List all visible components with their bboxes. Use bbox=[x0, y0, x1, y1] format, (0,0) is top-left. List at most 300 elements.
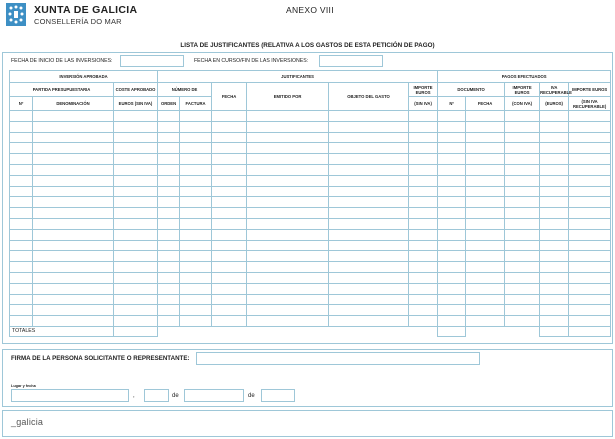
table-cell[interactable] bbox=[466, 283, 505, 294]
table-cell[interactable] bbox=[33, 251, 114, 262]
table-cell[interactable] bbox=[158, 197, 180, 208]
table-cell[interactable] bbox=[114, 251, 158, 262]
table-cell[interactable] bbox=[10, 121, 33, 132]
table-cell[interactable] bbox=[180, 164, 212, 175]
table-cell[interactable] bbox=[569, 218, 611, 229]
table-cell[interactable] bbox=[409, 208, 438, 219]
table-cell[interactable] bbox=[409, 316, 438, 327]
table-cell[interactable] bbox=[212, 316, 247, 327]
table-cell[interactable] bbox=[10, 272, 33, 283]
table-cell[interactable] bbox=[10, 164, 33, 175]
table-cell[interactable] bbox=[10, 197, 33, 208]
table-cell[interactable] bbox=[158, 154, 180, 165]
table-cell[interactable] bbox=[180, 197, 212, 208]
table-cell[interactable] bbox=[540, 229, 569, 240]
table-cell[interactable] bbox=[33, 283, 114, 294]
table-cell[interactable] bbox=[569, 262, 611, 273]
table-cell[interactable] bbox=[114, 208, 158, 219]
table-cell[interactable] bbox=[466, 154, 505, 165]
table-cell[interactable] bbox=[180, 154, 212, 165]
table-cell[interactable] bbox=[247, 240, 329, 251]
table-cell[interactable] bbox=[10, 132, 33, 143]
table-cell[interactable] bbox=[158, 305, 180, 316]
table-cell[interactable] bbox=[540, 121, 569, 132]
table-cell[interactable] bbox=[10, 229, 33, 240]
table-cell[interactable] bbox=[466, 262, 505, 273]
table-cell[interactable] bbox=[158, 164, 180, 175]
table-cell[interactable] bbox=[569, 111, 611, 122]
table-cell[interactable] bbox=[438, 208, 466, 219]
table-cell[interactable] bbox=[212, 283, 247, 294]
table-cell[interactable] bbox=[438, 121, 466, 132]
table-cell[interactable] bbox=[114, 283, 158, 294]
table-cell[interactable] bbox=[409, 186, 438, 197]
table-cell[interactable] bbox=[505, 294, 540, 305]
table-cell[interactable] bbox=[438, 154, 466, 165]
start-date-field[interactable] bbox=[120, 55, 184, 67]
table-cell[interactable] bbox=[247, 283, 329, 294]
table-cell[interactable] bbox=[158, 121, 180, 132]
table-cell[interactable] bbox=[505, 229, 540, 240]
table-cell[interactable] bbox=[505, 164, 540, 175]
table-cell[interactable] bbox=[158, 111, 180, 122]
table-cell[interactable] bbox=[329, 229, 409, 240]
table-cell[interactable] bbox=[33, 305, 114, 316]
table-cell[interactable] bbox=[438, 262, 466, 273]
table-cell[interactable] bbox=[247, 294, 329, 305]
table-cell[interactable] bbox=[158, 262, 180, 273]
table-cell[interactable] bbox=[540, 143, 569, 154]
table-cell[interactable] bbox=[329, 262, 409, 273]
table-cell[interactable] bbox=[180, 283, 212, 294]
table-cell[interactable] bbox=[505, 283, 540, 294]
table-cell[interactable] bbox=[180, 229, 212, 240]
table-cell[interactable] bbox=[212, 294, 247, 305]
table-cell[interactable] bbox=[114, 132, 158, 143]
table-cell[interactable] bbox=[247, 208, 329, 219]
table-cell[interactable] bbox=[180, 272, 212, 283]
table-cell[interactable] bbox=[158, 272, 180, 283]
table-cell[interactable] bbox=[158, 316, 180, 327]
table-cell[interactable] bbox=[247, 186, 329, 197]
table-cell[interactable] bbox=[466, 132, 505, 143]
table-cell[interactable] bbox=[247, 229, 329, 240]
totals-cell[interactable] bbox=[569, 326, 611, 336]
table-cell[interactable] bbox=[505, 154, 540, 165]
table-cell[interactable] bbox=[540, 262, 569, 273]
table-cell[interactable] bbox=[329, 111, 409, 122]
table-cell[interactable] bbox=[33, 316, 114, 327]
table-cell[interactable] bbox=[329, 208, 409, 219]
table-cell[interactable] bbox=[438, 175, 466, 186]
table-cell[interactable] bbox=[569, 154, 611, 165]
table-cell[interactable] bbox=[438, 164, 466, 175]
table-cell[interactable] bbox=[114, 316, 158, 327]
table-cell[interactable] bbox=[505, 240, 540, 251]
table-cell[interactable] bbox=[438, 229, 466, 240]
table-cell[interactable] bbox=[247, 154, 329, 165]
table-cell[interactable] bbox=[438, 218, 466, 229]
table-cell[interactable] bbox=[569, 164, 611, 175]
table-cell[interactable] bbox=[569, 121, 611, 132]
table-cell[interactable] bbox=[466, 305, 505, 316]
table-cell[interactable] bbox=[10, 283, 33, 294]
table-cell[interactable] bbox=[409, 164, 438, 175]
table-cell[interactable] bbox=[33, 111, 114, 122]
end-date-field[interactable] bbox=[319, 55, 383, 67]
table-cell[interactable] bbox=[569, 175, 611, 186]
table-cell[interactable] bbox=[180, 294, 212, 305]
table-cell[interactable] bbox=[505, 132, 540, 143]
table-cell[interactable] bbox=[466, 251, 505, 262]
table-cell[interactable] bbox=[466, 208, 505, 219]
table-cell[interactable] bbox=[569, 294, 611, 305]
table-cell[interactable] bbox=[33, 154, 114, 165]
table-cell[interactable] bbox=[180, 218, 212, 229]
justificantes-table bbox=[9, 70, 611, 337]
table-cell[interactable] bbox=[114, 186, 158, 197]
signature-field[interactable] bbox=[196, 352, 480, 365]
table-cell[interactable] bbox=[33, 294, 114, 305]
table-cell[interactable] bbox=[180, 111, 212, 122]
table-cell[interactable] bbox=[247, 143, 329, 154]
table-cell[interactable] bbox=[33, 175, 114, 186]
table-cell[interactable] bbox=[212, 111, 247, 122]
table-cell[interactable] bbox=[466, 143, 505, 154]
table-cell[interactable] bbox=[409, 154, 438, 165]
table-cell[interactable] bbox=[438, 240, 466, 251]
table-cell[interactable] bbox=[180, 132, 212, 143]
table-cell[interactable] bbox=[329, 240, 409, 251]
totals-cell[interactable] bbox=[114, 326, 158, 336]
table-cell[interactable] bbox=[247, 218, 329, 229]
table-cell[interactable] bbox=[33, 262, 114, 273]
table-cell[interactable] bbox=[569, 283, 611, 294]
table-cell[interactable] bbox=[438, 294, 466, 305]
table-cell[interactable] bbox=[180, 143, 212, 154]
table-cell[interactable] bbox=[540, 197, 569, 208]
table-cell[interactable] bbox=[505, 316, 540, 327]
table-cell[interactable] bbox=[329, 316, 409, 327]
table-cell[interactable] bbox=[212, 208, 247, 219]
table-cell[interactable] bbox=[33, 121, 114, 132]
table-cell[interactable] bbox=[33, 229, 114, 240]
table-cell[interactable] bbox=[10, 240, 33, 251]
table-cell[interactable] bbox=[10, 316, 33, 327]
table-cell[interactable] bbox=[329, 154, 409, 165]
table-cell[interactable] bbox=[329, 175, 409, 186]
totals-spacer bbox=[158, 326, 438, 336]
table-cell[interactable] bbox=[212, 251, 247, 262]
table-cell[interactable] bbox=[329, 272, 409, 283]
table-cell[interactable] bbox=[569, 316, 611, 327]
table-cell[interactable] bbox=[569, 305, 611, 316]
table-cell[interactable] bbox=[10, 111, 33, 122]
table-cell[interactable] bbox=[247, 111, 329, 122]
day-field[interactable] bbox=[144, 389, 169, 402]
table-cell[interactable] bbox=[466, 316, 505, 327]
table-cell[interactable] bbox=[505, 143, 540, 154]
table-cell[interactable] bbox=[466, 218, 505, 229]
table-cell[interactable] bbox=[158, 229, 180, 240]
table-cell[interactable] bbox=[158, 218, 180, 229]
table-cell[interactable] bbox=[329, 218, 409, 229]
table-cell[interactable] bbox=[438, 316, 466, 327]
table-cell[interactable] bbox=[212, 143, 247, 154]
table-cell[interactable] bbox=[329, 132, 409, 143]
table-cell[interactable] bbox=[33, 143, 114, 154]
table-cell[interactable] bbox=[114, 175, 158, 186]
table-cell[interactable] bbox=[540, 208, 569, 219]
table-cell[interactable] bbox=[540, 240, 569, 251]
table-cell[interactable] bbox=[505, 208, 540, 219]
table-cell[interactable] bbox=[114, 121, 158, 132]
table-cell[interactable] bbox=[466, 229, 505, 240]
table-cell[interactable] bbox=[158, 175, 180, 186]
table-cell[interactable] bbox=[569, 132, 611, 143]
table-cell[interactable] bbox=[540, 164, 569, 175]
table-cell[interactable] bbox=[409, 229, 438, 240]
table-cell[interactable] bbox=[180, 175, 212, 186]
table-cell[interactable] bbox=[212, 262, 247, 273]
table-cell[interactable] bbox=[158, 143, 180, 154]
table-cell[interactable] bbox=[409, 294, 438, 305]
table-cell[interactable] bbox=[540, 294, 569, 305]
table-cell[interactable] bbox=[438, 305, 466, 316]
de-separator: de bbox=[172, 393, 179, 399]
table-cell[interactable] bbox=[569, 229, 611, 240]
year-field[interactable] bbox=[261, 389, 295, 402]
table-cell[interactable] bbox=[114, 262, 158, 273]
table-cell[interactable] bbox=[33, 197, 114, 208]
table-cell[interactable] bbox=[10, 143, 33, 154]
table-cell[interactable] bbox=[569, 143, 611, 154]
table-cell[interactable] bbox=[329, 121, 409, 132]
table-cell[interactable] bbox=[466, 186, 505, 197]
table-cell[interactable] bbox=[409, 143, 438, 154]
table-cell[interactable] bbox=[409, 132, 438, 143]
totals-cell[interactable] bbox=[438, 326, 466, 336]
table-cell[interactable] bbox=[212, 305, 247, 316]
table-cell[interactable] bbox=[247, 251, 329, 262]
table-cell[interactable] bbox=[329, 305, 409, 316]
factura-header: FACTURA bbox=[180, 97, 212, 111]
totals-cell[interactable] bbox=[540, 326, 569, 336]
table-cell[interactable] bbox=[33, 164, 114, 175]
table-cell[interactable] bbox=[569, 208, 611, 219]
table-cell[interactable] bbox=[438, 251, 466, 262]
table-cell[interactable] bbox=[247, 197, 329, 208]
table-cell[interactable] bbox=[540, 305, 569, 316]
table-cell[interactable] bbox=[438, 197, 466, 208]
table-cell[interactable] bbox=[212, 121, 247, 132]
table-cell[interactable] bbox=[212, 197, 247, 208]
table-cell[interactable] bbox=[409, 197, 438, 208]
table-cell[interactable] bbox=[33, 186, 114, 197]
table-cell[interactable] bbox=[10, 251, 33, 262]
sin-iva-header: (SIN IVA) bbox=[409, 97, 438, 111]
table-cell[interactable] bbox=[505, 262, 540, 273]
table-cell[interactable] bbox=[247, 262, 329, 273]
table-cell[interactable] bbox=[212, 132, 247, 143]
table-cell[interactable] bbox=[540, 111, 569, 122]
table-cell[interactable] bbox=[247, 132, 329, 143]
table-cell[interactable] bbox=[329, 251, 409, 262]
table-cell[interactable] bbox=[33, 240, 114, 251]
table-cell[interactable] bbox=[409, 262, 438, 273]
table-cell[interactable] bbox=[158, 251, 180, 262]
table-cell[interactable] bbox=[329, 143, 409, 154]
table-cell[interactable] bbox=[409, 175, 438, 186]
table-cell[interactable] bbox=[466, 111, 505, 122]
table-cell[interactable] bbox=[409, 218, 438, 229]
table-cell[interactable] bbox=[114, 164, 158, 175]
table-cell[interactable] bbox=[540, 272, 569, 283]
table-cell[interactable] bbox=[329, 294, 409, 305]
table-cell[interactable] bbox=[540, 316, 569, 327]
table-cell[interactable] bbox=[247, 272, 329, 283]
table-cell[interactable] bbox=[409, 251, 438, 262]
table-cell[interactable] bbox=[114, 229, 158, 240]
table-cell[interactable] bbox=[212, 218, 247, 229]
table-cell[interactable] bbox=[114, 111, 158, 122]
table-cell[interactable] bbox=[180, 251, 212, 262]
table-cell[interactable] bbox=[212, 272, 247, 283]
table-cell[interactable] bbox=[569, 186, 611, 197]
table-cell[interactable] bbox=[329, 164, 409, 175]
table-cell[interactable] bbox=[33, 208, 114, 219]
table-cell[interactable] bbox=[180, 240, 212, 251]
table-cell[interactable] bbox=[247, 305, 329, 316]
table-cell[interactable] bbox=[180, 316, 212, 327]
table-cell[interactable] bbox=[329, 197, 409, 208]
table-cell[interactable] bbox=[505, 186, 540, 197]
table-cell[interactable] bbox=[212, 229, 247, 240]
place-field[interactable] bbox=[11, 389, 129, 402]
month-field[interactable] bbox=[184, 389, 244, 402]
table-cell[interactable] bbox=[329, 283, 409, 294]
table-cell[interactable] bbox=[540, 175, 569, 186]
table-cell[interactable] bbox=[505, 251, 540, 262]
table-cell[interactable] bbox=[540, 283, 569, 294]
table-cell[interactable] bbox=[505, 305, 540, 316]
table-cell[interactable] bbox=[438, 132, 466, 143]
table-cell[interactable] bbox=[247, 175, 329, 186]
table-cell[interactable] bbox=[158, 208, 180, 219]
table-cell[interactable] bbox=[10, 186, 33, 197]
table-cell[interactable] bbox=[409, 111, 438, 122]
table-cell[interactable] bbox=[114, 143, 158, 154]
table-cell[interactable] bbox=[438, 186, 466, 197]
table-cell[interactable] bbox=[247, 164, 329, 175]
table-cell[interactable] bbox=[158, 283, 180, 294]
table-cell[interactable] bbox=[466, 164, 505, 175]
table-cell[interactable] bbox=[438, 143, 466, 154]
totals-spacer bbox=[466, 326, 540, 336]
table-cell[interactable] bbox=[10, 305, 33, 316]
table-cell[interactable] bbox=[10, 262, 33, 273]
table-cell[interactable] bbox=[540, 251, 569, 262]
table-cell[interactable] bbox=[540, 154, 569, 165]
table-cell[interactable] bbox=[505, 111, 540, 122]
table-cell[interactable] bbox=[569, 251, 611, 262]
table-cell[interactable] bbox=[466, 240, 505, 251]
table-cell[interactable] bbox=[114, 197, 158, 208]
table-cell[interactable] bbox=[180, 305, 212, 316]
table-cell[interactable] bbox=[466, 197, 505, 208]
table-cell[interactable] bbox=[212, 240, 247, 251]
table-cell[interactable] bbox=[329, 186, 409, 197]
table-cell[interactable] bbox=[569, 240, 611, 251]
table-cell[interactable] bbox=[569, 197, 611, 208]
table-cell[interactable] bbox=[505, 121, 540, 132]
table-cell[interactable] bbox=[212, 164, 247, 175]
table-row bbox=[10, 175, 611, 186]
table-cell[interactable] bbox=[212, 154, 247, 165]
table-cell[interactable] bbox=[114, 272, 158, 283]
table-cell[interactable] bbox=[466, 272, 505, 283]
table-cell[interactable] bbox=[505, 218, 540, 229]
table-cell[interactable] bbox=[540, 186, 569, 197]
table-cell[interactable] bbox=[505, 175, 540, 186]
table-cell[interactable] bbox=[114, 154, 158, 165]
start-date-label: FECHA DE INICIO DE LAS INVERSIONES: bbox=[11, 58, 113, 64]
table-cell[interactable] bbox=[114, 240, 158, 251]
table-cell[interactable] bbox=[180, 186, 212, 197]
table-cell[interactable] bbox=[33, 272, 114, 283]
table-cell[interactable] bbox=[10, 294, 33, 305]
table-cell[interactable] bbox=[540, 218, 569, 229]
table-cell[interactable] bbox=[438, 272, 466, 283]
table-cell[interactable] bbox=[158, 240, 180, 251]
table-cell[interactable] bbox=[158, 294, 180, 305]
table-cell[interactable] bbox=[466, 294, 505, 305]
table-cell[interactable] bbox=[247, 316, 329, 327]
table-cell[interactable] bbox=[114, 294, 158, 305]
table-cell[interactable] bbox=[569, 272, 611, 283]
table-cell[interactable] bbox=[10, 154, 33, 165]
table-cell[interactable] bbox=[438, 283, 466, 294]
table-cell[interactable] bbox=[212, 186, 247, 197]
table-cell[interactable] bbox=[409, 121, 438, 132]
table-cell[interactable] bbox=[33, 132, 114, 143]
table-cell[interactable] bbox=[409, 305, 438, 316]
table-cell[interactable] bbox=[10, 218, 33, 229]
table-cell[interactable] bbox=[114, 305, 158, 316]
table-cell[interactable] bbox=[180, 121, 212, 132]
table-cell[interactable] bbox=[505, 272, 540, 283]
table-cell[interactable] bbox=[180, 262, 212, 273]
table-row bbox=[10, 262, 611, 273]
table-cell[interactable] bbox=[10, 208, 33, 219]
table-cell[interactable] bbox=[466, 175, 505, 186]
table-cell[interactable] bbox=[540, 132, 569, 143]
table-cell[interactable] bbox=[409, 272, 438, 283]
table-cell[interactable] bbox=[505, 197, 540, 208]
table-cell[interactable] bbox=[158, 132, 180, 143]
table-cell[interactable] bbox=[409, 240, 438, 251]
table-cell[interactable] bbox=[180, 208, 212, 219]
table-cell[interactable] bbox=[158, 186, 180, 197]
table-cell[interactable] bbox=[247, 121, 329, 132]
table-cell[interactable] bbox=[33, 218, 114, 229]
table-cell[interactable] bbox=[466, 121, 505, 132]
table-cell[interactable] bbox=[212, 175, 247, 186]
table-cell[interactable] bbox=[114, 218, 158, 229]
table-cell[interactable] bbox=[438, 111, 466, 122]
table-cell[interactable] bbox=[409, 283, 438, 294]
table-cell[interactable] bbox=[10, 175, 33, 186]
